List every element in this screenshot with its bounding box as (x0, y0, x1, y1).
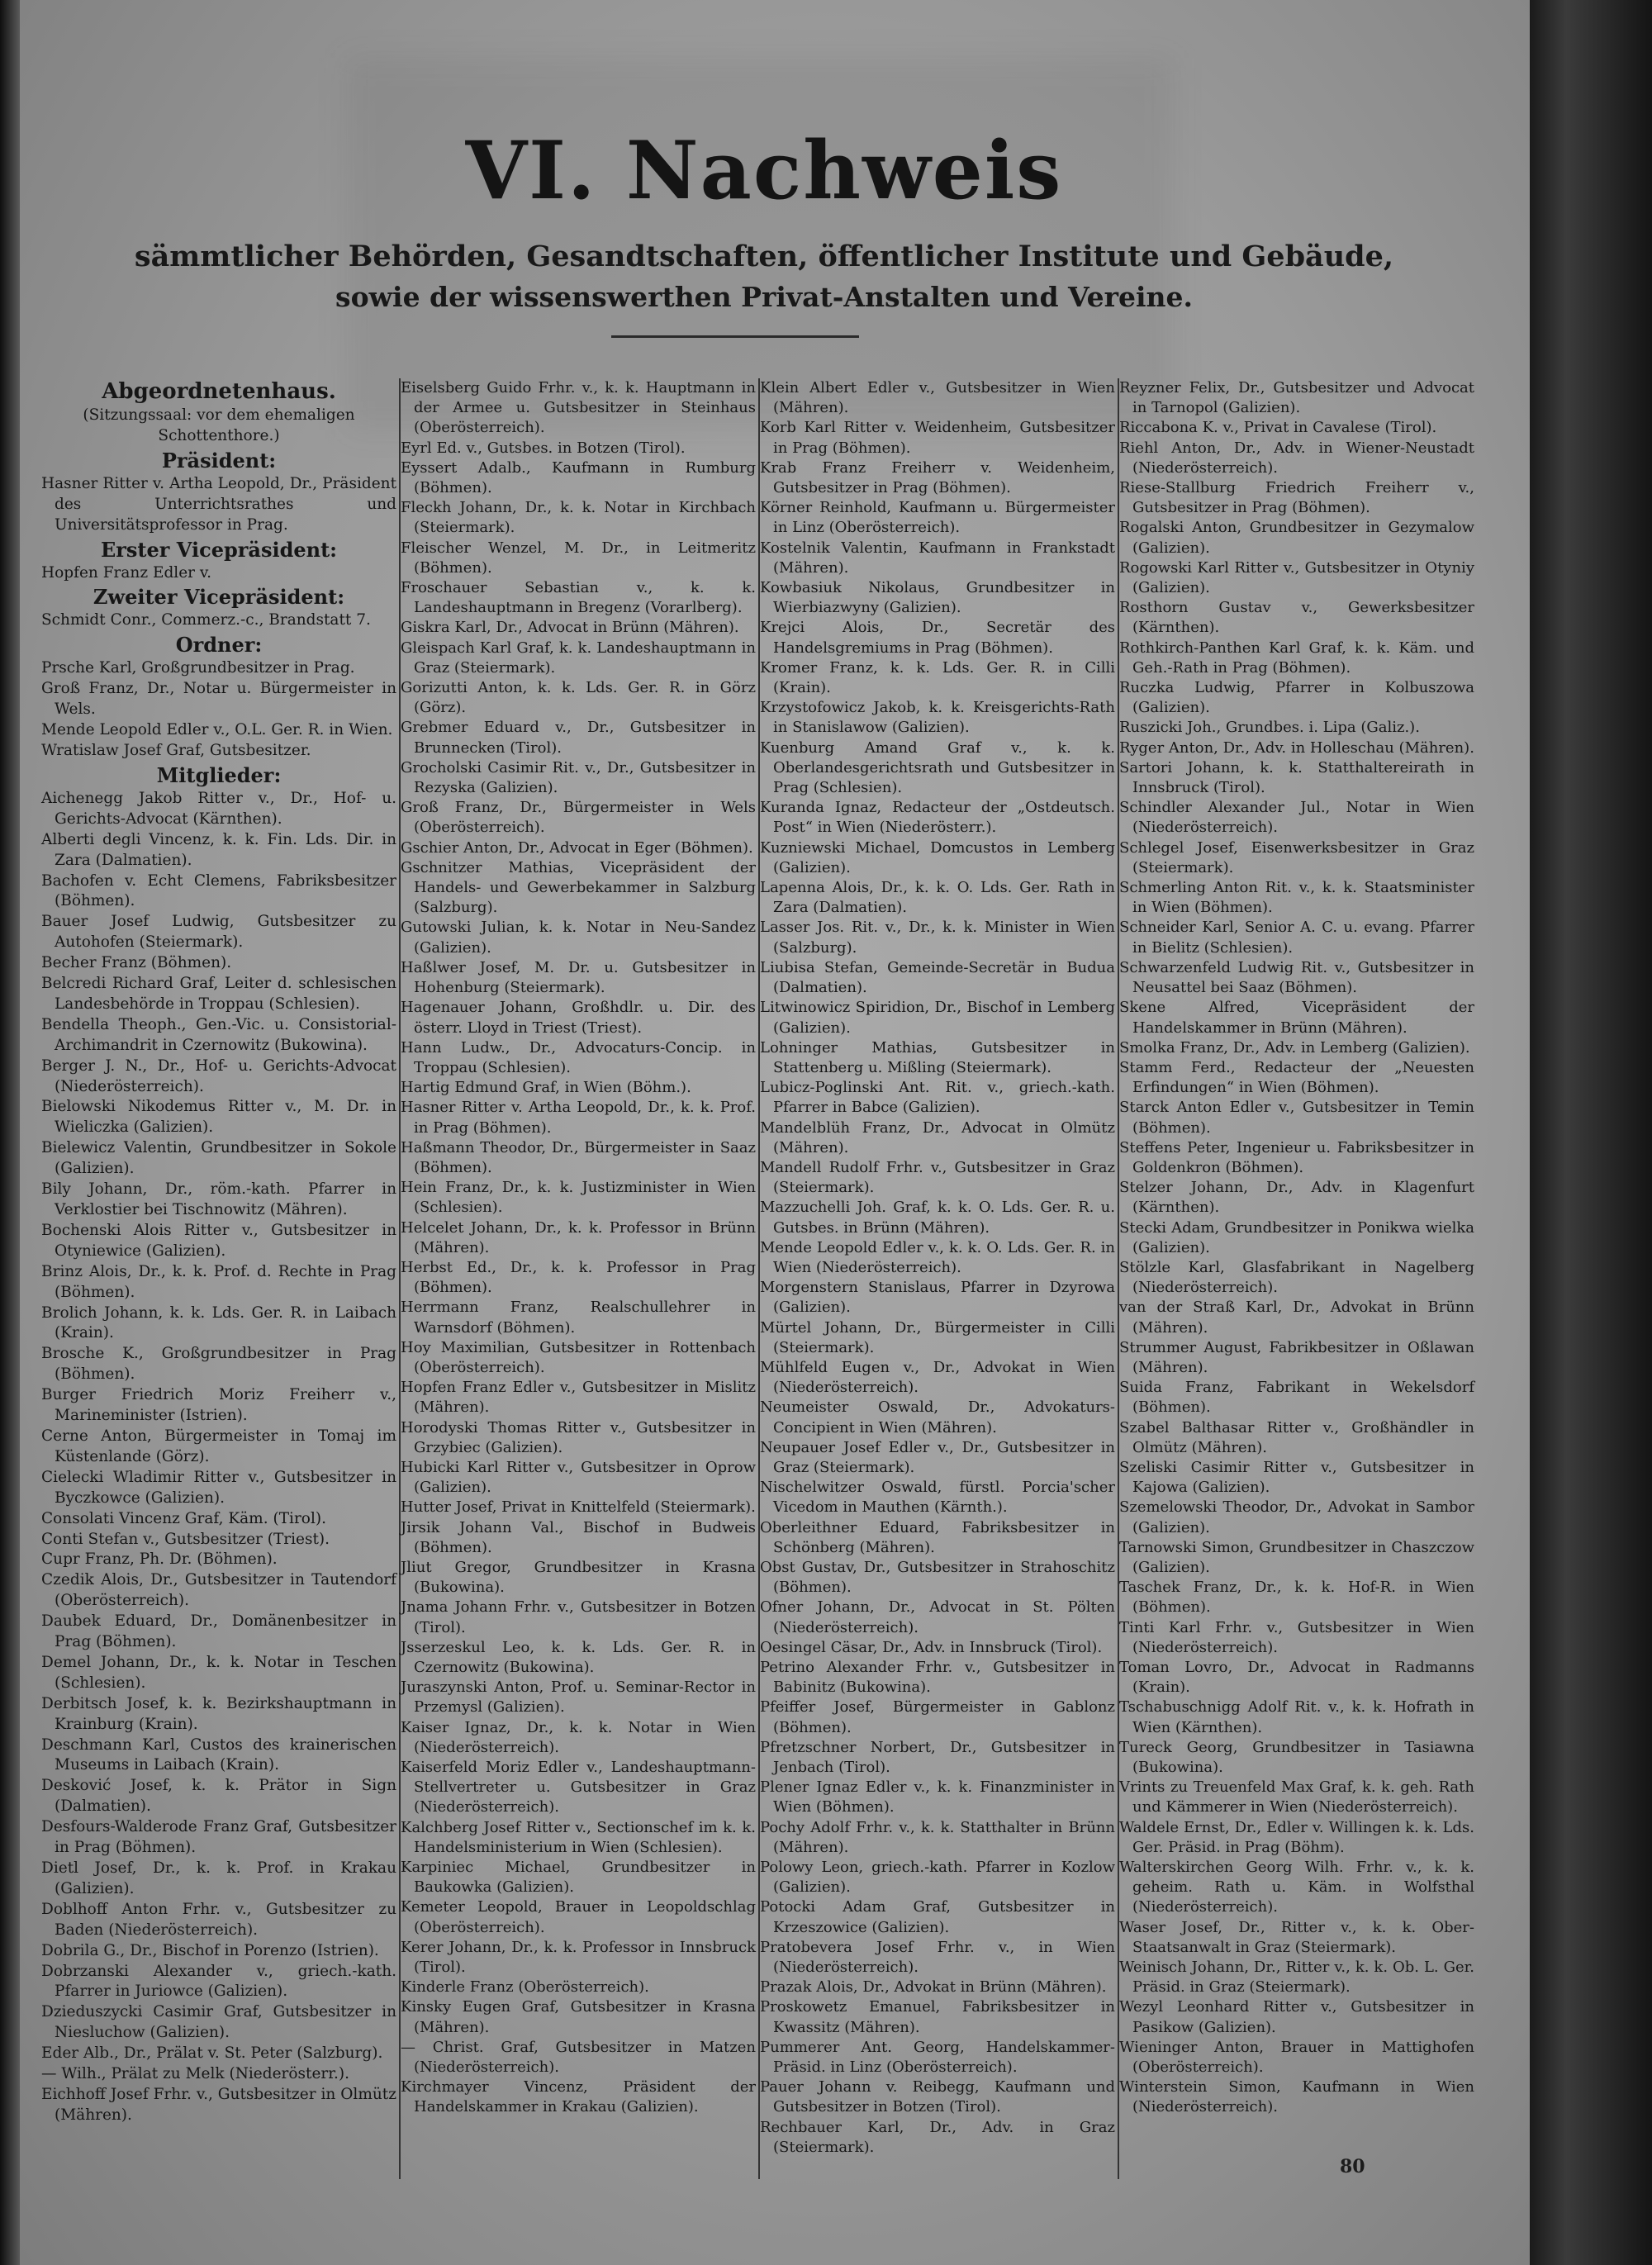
member-entry: Oesingel Cäsar, Dr., Adv. in Innsbruck (Tirol). (760, 1638, 1103, 1656)
member-entry: Ruczka Ludwig, Pfarrer in Kolbuszowa (Galizien). (1119, 679, 1474, 717)
member-entry: Rogowski Karl Ritter v., Gutsbesitzer in Otyniy (Galizien). (1119, 558, 1474, 597)
member-entry: Kemeter Leopold, Brauer in Leopoldschlag (Oberösterreich). (401, 1898, 756, 1936)
page-number: 80 (1340, 2156, 1365, 2177)
member-entry: Proskowetz Emanuel, Fabriksbesitzer in Kwassitz (Mähren). (760, 1998, 1115, 2036)
member-entry: Derbitsch Josef, k. k. Bezirkshauptmann in Krainburg (Krain). (41, 1694, 396, 1733)
member-entry: Juraszynski Anton, Prof. u. Seminar-Rector in Przemysl (Galizien). (401, 1679, 756, 1717)
member-entry: Bendella Theoph., Gen.-Vic. u. Consistorial-Archimandrit in Czernowitz (Bukowina). (41, 1015, 396, 1054)
member-entry: Weinisch Johann, Dr., Ritter v., k. k. Ob. L. Ger. Präsid. in Graz (Steiermark). (1119, 1959, 1474, 1997)
member-entry: Grocholski Casimir Rit. v., Dr., Gutsbesitzer in Rezyska (Galizien). (401, 758, 756, 797)
subtitle-line-2: sowie der wissenswerthen Privat-Anstalten und Vereine. (335, 281, 1193, 313)
member-entry: Kowbasiuk Nikolaus, Grundbesitzer in Wierbiazwyny (Galizien). (760, 579, 1115, 617)
member-entry: Eyrl Ed. v., Gutsbes. in Botzen (Tirol). (401, 439, 686, 457)
member-entry: Pfretzschner Norbert, Dr., Gutsbesitzer in Jenbach (Tirol). (760, 1738, 1115, 1777)
member-entry: Rechbauer Karl, Dr., Adv. in Graz (Steiermark). (760, 2118, 1115, 2156)
member-entry: Klein Albert Edler v., Gutsbesitzer in Wien (Mähren). (760, 379, 1115, 417)
member-entry: Waser Josef, Dr., Ritter v., k. k. Ober-Staatsanwalt in Graz (Steiermark). (1119, 1918, 1474, 1956)
member-entry: Gschier Anton, Dr., Advocat in Eger (Böhmen). (401, 838, 753, 857)
member-entry: Walterskirchen Georg Wilh. Frhr. v., k. k. geheim. Rath u. Käm. in Wolfsthal (Niederösterreich). (1119, 1859, 1474, 1916)
member-entry: Riehl Anton, Dr., Adv. in Wiener-Neustadt (Niederösterreich). (1119, 439, 1474, 477)
member-entry: Riccabona K. v., Privat in Cavalese (Tirol). (1119, 419, 1437, 437)
member-entry: — Christ. Graf, Gutsbesitzer in Matzen (Niederösterreich). (401, 2038, 756, 2077)
role-heading: Ordner: (175, 633, 263, 658)
member-entry: Hubicki Karl Ritter v., Gutsbesitzer in Oprow (Galizien). (401, 1458, 756, 1497)
member-entry: Schmidt Conr., Commerz.-c., Brandstatt 7. (41, 611, 371, 629)
member-entry: Rogalski Anton, Grundbesitzer in Gezymalow (Galizien). (1119, 519, 1474, 557)
member-entry: Mühlfeld Eugen v., Dr., Advokat in Wien (Niederösterreich). (760, 1358, 1115, 1397)
member-entry: Fleischer Wenzel, M. Dr., in Leitmeritz (Böhmen). (401, 539, 756, 577)
section-heading: Abgeordnetenhaus. (102, 379, 336, 404)
member-entry: Desfours-Walderode Franz Graf, Gutsbesitzer in Prag (Böhmen). (41, 1818, 396, 1857)
member-entry: Jnama Johann Frhr. v., Gutsbesitzer in Botzen (Tirol). (401, 1598, 756, 1636)
member-entry: Kinsky Eugen Graf, Gutsbesitzer in Krasna (Mähren). (401, 1998, 756, 2036)
column-1 (41, 378, 396, 2179)
member-entry: Mende Leopold Edler v., k. k. O. Lds. Ger. R. in Wien (Niederösterreich). (760, 1238, 1115, 1276)
member-entry: Aichenegg Jakob Ritter v., Dr., Hof- u. Gerichts-Advocat (Kärnthen). (41, 789, 396, 828)
column-2 (401, 378, 756, 2179)
title-rule (611, 335, 859, 338)
member-entry: Doblhoff Anton Frhr. v., Gutsbesitzer zu Baden (Niederösterreich). (41, 1900, 396, 1939)
member-entry: Oberleithner Eduard, Fabriksbesitzer in Schönberg (Mähren). (760, 1518, 1115, 1556)
member-entry: Hoy Maximilian, Gutsbesitzer in Rottenbach (Oberösterreich). (401, 1338, 756, 1376)
member-entry: Horodyski Thomas Ritter v., Gutsbesitzer in Grzybiec (Galizien). (401, 1418, 756, 1456)
member-entry: Froschauer Sebastian v., k. k. Landeshauptmann in Bregenz (Vorarlberg). (401, 579, 756, 617)
member-entry: Groß Franz, Dr., Notar u. Bürgermeister in Wels. (41, 680, 396, 719)
member-entry: Neupauer Josef Edler v., Dr., Gutsbesitzer in Graz (Steiermark). (760, 1438, 1115, 1476)
member-entry: Waldele Ernst, Dr., Edler v. Willingen k. k. Lds. Ger. Präsid. in Prag (Böhm). (1119, 1818, 1474, 1856)
member-entry: Polowy Leon, griech.-kath. Pfarrer in Kozlow (Galizien). (760, 1859, 1115, 1897)
member-entry: Starck Anton Edler v., Gutsbesitzer in Temin (Böhmen). (1119, 1099, 1474, 1137)
member-entry: Cupr Franz, Ph. Dr. (Böhmen). (41, 1550, 278, 1569)
member-entry: Bielewicz Valentin, Grundbesitzer in Sokole (Galizien). (41, 1139, 396, 1178)
member-entry: Helcelet Johann, Dr., k. k. Professor in Brünn (Mähren). (401, 1218, 756, 1256)
member-entry: Kromer Franz, k. k. Lds. Ger. R. in Cilli (Krain). (760, 658, 1115, 697)
role-heading: Mitglieder: (156, 762, 282, 787)
member-entry: Hutter Josef, Privat in Knittelfeld (Steiermark). (401, 1498, 756, 1517)
member-entry: Potocki Adam Graf, Gutsbesitzer in Krzeszowice (Galizien). (760, 1898, 1115, 1936)
member-entry: Czedik Alois, Dr., Gutsbesitzer in Tautendorf (Oberösterreich). (41, 1571, 396, 1610)
member-entry: Suida Franz, Fabrikant in Wekelsdorf (Böhmen). (1119, 1379, 1474, 1417)
member-entry: Litwinowicz Spiridion, Dr., Bischof in Lemberg (Galizien). (760, 999, 1115, 1037)
member-entry: Belcredi Richard Graf, Leiter d. schlesischen Landesbehörde in Troppau (Schlesien). (41, 975, 396, 1013)
member-entry: Dietl Josef, Dr., k. k. Prof. in Krakau (Galizien). (41, 1859, 396, 1897)
member-entry: Körner Reinhold, Kaufmann u. Bürgermeister in Linz (Oberösterreich). (760, 499, 1115, 537)
member-entry: Herrmann Franz, Realschullehrer in Warnsdorf (Böhmen). (401, 1299, 756, 1337)
member-entry: Hopfen Franz Edler v., Gutsbesitzer in Mislitz (Mähren). (401, 1379, 756, 1417)
member-entry: Hein Franz, Dr., k. k. Justizminister in Wien (Schlesien). (401, 1179, 756, 1217)
member-entry: Eyssert Adalb., Kaufmann in Rumburg (Böhmen). (401, 458, 756, 497)
member-entry: Toman Lovro, Dr., Advocat in Radmanns (Krain). (1119, 1659, 1474, 1697)
member-entry: Cielecki Wladimir Ritter v., Gutsbesitzer in Byczkowce (Galizien). (41, 1468, 396, 1507)
member-entry: Ofner Johann, Dr., Advocat in St. Pölten (Niederösterreich). (760, 1598, 1115, 1636)
member-entry: Stölzle Karl, Glasfabrikant in Nagelberg (Niederösterreich). (1119, 1258, 1474, 1297)
member-entry: Pfeiffer Josef, Bürgermeister in Gablonz (Böhmen). (760, 1698, 1115, 1736)
member-entry: Petrino Alexander Frhr. v., Gutsbesitzer in Babinitz (Bukowina). (760, 1659, 1115, 1697)
member-entry: Bauer Josef Ludwig, Gutsbesitzer zu Autohofen (Steiermark). (41, 913, 396, 952)
member-entry: Stamm Ferd., Redacteur der „Neuesten Erfindungen“ in Wien (Böhmen). (1119, 1058, 1474, 1097)
member-entry: Kuzniewski Michael, Domcustos in Lemberg (Galizien). (760, 838, 1115, 876)
member-entry: Lapenna Alois, Dr., k. k. O. Lds. Ger. Rath in Zara (Dalmatien). (760, 879, 1115, 917)
member-entry: Dobrila G., Dr., Bischof in Porenzo (Istrien). (41, 1941, 379, 1959)
member-entry: Groß Franz, Dr., Bürgermeister in Wels (Oberösterreich). (401, 799, 756, 837)
member-entry: Eichhoff Josef Frhr. v., Gutsbesitzer in Olmütz (Mähren). (41, 2085, 396, 2124)
member-entry: Schneider Karl, Senior A. C. u. evang. Pfarrer in Bielitz (Schlesien). (1119, 919, 1474, 957)
member-entry: Korb Karl Ritter v. Weidenheim, Gutsbesitzer in Prag (Böhmen). (760, 419, 1115, 457)
member-entry: Bochenski Alois Ritter v., Gutsbesitzer in Otyniewice (Galizien). (41, 1221, 396, 1260)
member-entry: Bielowski Nikodemus Ritter v., M. Dr. in Wieliczka (Galizien). (41, 1098, 396, 1137)
member-entry: Jliut Gregor, Grundbesitzer in Krasna (Bukowina). (401, 1558, 756, 1597)
member-entry: Brolich Johann, k. k. Lds. Ger. R. in Laibach (Krain). (41, 1303, 396, 1342)
member-entry: Gorizutti Anton, k. k. Lds. Ger. R. in Görz (Görz). (401, 679, 756, 717)
member-entry: Krejci Alois, Dr., Secretär des Handelsgremiums in Prag (Böhmen). (760, 619, 1115, 657)
section-note: (Sitzungssaal: vor dem ehemaligen Schottenthore.) (83, 406, 355, 444)
member-entry: Schlegel Josef, Eisenwerksbesitzer in Graz (Steiermark). (1119, 838, 1474, 876)
member-entry: Kostelnik Valentin, Kaufmann in Frankstadt (Mähren). (760, 539, 1115, 577)
member-entry: Vrints zu Treuenfeld Max Graf, k. k. geh. Rath und Kämmerer in Wien (Niederösterreich). (1119, 1778, 1474, 1816)
member-entry: Hagenauer Johann, Großhdlr. u. Dir. des österr. Lloyd in Triest (Triest). (401, 999, 756, 1037)
member-entry: Hasner Ritter v. Artha Leopold, Dr., k. k. Prof. in Prag (Böhmen). (401, 1099, 756, 1137)
member-entry: Pummerer Ant. Georg, Handelskammer-Präsid. in Linz (Oberösterreich). (760, 2038, 1115, 2077)
column-4 (1119, 378, 1474, 2179)
member-entry: Mazzuchelli Joh. Graf, k. k. O. Lds. Ger. R. u. Gutsbes. in Brünn (Mähren). (760, 1199, 1115, 1237)
member-entry: Stecki Adam, Grundbesitzer in Ponikwa wielka (Galizien). (1119, 1218, 1474, 1256)
member-entry: Consolati Vincenz Graf, Käm. (Tirol). (41, 1509, 326, 1527)
member-entry: Deschmann Karl, Custos des krainerischen Museums in Laibach (Krain). (41, 1736, 396, 1774)
role-heading: Erster Vicepräsident: (100, 537, 338, 562)
member-entry: Prazak Alois, Dr., Advokat in Brünn (Mähren). (760, 1978, 1107, 1997)
member-entry: Berger J. N., Dr., Hof- u. Gerichts-Advocat (Niederösterreich). (41, 1057, 396, 1095)
member-entry: Steffens Peter, Ingenieur u. Fabriksbesitzer in Goldenkron (Böhmen). (1119, 1138, 1474, 1176)
member-entry: Becher Franz (Böhmen). (41, 954, 232, 972)
member-entry: Krab Franz Freiherr v. Weidenheim, Gutsbesitzer in Prag (Böhmen). (760, 458, 1115, 497)
member-entry: Hopfen Franz Edler v. (41, 563, 212, 582)
member-entry: Mende Leopold Edler v., O.L. Ger. R. in Wien. (41, 721, 393, 739)
member-entry: Neumeister Oswald, Dr., Advokaturs-Concipient in Wien (Mähren). (760, 1398, 1115, 1436)
member-entry: Desković Josef, k. k. Prätor in Sign (Dalmatien). (41, 1777, 396, 1816)
member-entry: Schmerling Anton Rit. v., k. k. Staatsminister in Wien (Böhmen). (1119, 879, 1474, 917)
member-entry: Eiselsberg Guido Frhr. v., k. k. Hauptmann in der Armee u. Gutsbesitzer in Steinhaus (Oberösterreich). (401, 379, 756, 437)
member-entry: Brinz Alois, Dr., k. k. Prof. d. Rechte in Prag (Böhmen). (41, 1262, 396, 1301)
member-entry: Pauer Johann v. Reibegg, Kaufmann und Gutsbesitzer in Botzen (Tirol). (760, 2078, 1115, 2116)
member-entry: Karpiniec Michael, Grundbesitzer in Baukowka (Galizien). (401, 1859, 756, 1897)
member-entry: Kirchmayer Vincenz, Präsident der Handelskammer in Krakau (Galizien). (401, 2078, 756, 2116)
member-entry: Jsserzeskul Leo, k. k. Lds. Ger. R. in Czernowitz (Bukowina). (401, 1638, 756, 1676)
member-entry: Hartig Edmund Graf, in Wien (Böhm.). (401, 1079, 691, 1097)
member-entry: Kerer Johann, Dr., k. k. Professor in Innsbruck (Tirol). (401, 1938, 756, 1977)
member-entry: Kuenburg Amand Graf v., k. k. Oberlandesgerichtsrath und Gutsbesitzer in Prag (Schlesien). (760, 738, 1115, 797)
member-entry: Skene Alfred, Vicepräsident der Handelskammer in Brünn (Mähren). (1119, 999, 1474, 1037)
member-entry: Schindler Alexander Jul., Notar in Wien (Niederösterreich). (1119, 799, 1474, 837)
member-entry: Tinti Karl Frhr. v., Gutsbesitzer in Wien (Niederösterreich). (1119, 1618, 1474, 1656)
member-entry: Gutowski Julian, k. k. Notar in Neu-Sandez (Galizien). (401, 919, 756, 957)
member-entry: Giskra Karl, Dr., Advocat in Brünn (Mähren). (401, 619, 739, 637)
member-entry: Tschabuschnigg Adolf Rit. v., k. k. Hofrath in Wien (Kärnthen). (1119, 1698, 1474, 1736)
member-entry: Tureck Georg, Grundbesitzer in Tasiawna (Bukowina). (1119, 1738, 1474, 1777)
member-entry: Strummer August, Fabrikbesitzer in Oßlawan (Mähren). (1119, 1338, 1474, 1376)
member-entry: Brosche K., Großgrundbesitzer in Prag (Böhmen). (41, 1345, 396, 1384)
member-entry: Bily Johann, Dr., röm.-kath. Pfarrer in Verklostier bei Tischnowitz (Mähren). (41, 1180, 396, 1218)
member-entry: Daubek Eduard, Dr., Domänenbesitzer in Prag (Böhmen). (41, 1612, 396, 1651)
member-entry: Grebmer Eduard v., Dr., Gutsbesitzer in Brunnecken (Tirol). (401, 719, 756, 757)
member-entry: Krzystofowicz Jakob, k. k. Kreisgerichts-Rath in Stanislawow (Galizien). (760, 699, 1115, 737)
member-entry: Riese-Stallburg Friedrich Freiherr v., Gutsbesitzer in Prag (Böhmen). (1119, 479, 1474, 517)
member-entry: Szabel Balthasar Ritter v., Großhändler in Olmütz (Mähren). (1119, 1418, 1474, 1456)
member-entry: Alberti degli Vincenz, k. k. Fin. Lds. Dir. in Zara (Dalmatien). (41, 830, 396, 869)
member-entry: Fleckh Johann, Dr., k. k. Notar in Kirchbach (Steiermark). (401, 499, 756, 537)
column-3 (760, 378, 1115, 2179)
member-entry: Schwarzenfeld Ludwig Rit. v., Gutsbesitzer in Neusattel bei Saaz (Böhmen). (1119, 958, 1474, 997)
member-entry: Bachofen v. Echt Clemens, Fabriksbesitzer (Böhmen). (41, 871, 396, 910)
member-entry: Rothkirch-Panthen Karl Graf, k. k. Käm. und Geh.-Rath in Prag (Böhmen). (1119, 639, 1474, 677)
subtitle-line-1: sämmtlicher Behörden, Gesandtschaften, öffentlicher Institute und Gebäude, (134, 240, 1394, 273)
member-entry: — Wilh., Prälat zu Melk (Niederösterr.). (41, 2065, 350, 2083)
member-entry: Kinderle Franz (Oberösterreich). (401, 1978, 649, 1997)
member-entry: Obst Gustav, Dr., Gutsbesitzer in Strahoschitz (Böhmen). (760, 1558, 1115, 1597)
member-entry: Eder Alb., Dr., Prälat v. St. Peter (Salzburg). (41, 2044, 383, 2063)
member-entry: Kaiser Ignaz, Dr., k. k. Notar in Wien (Niederösterreich). (401, 1718, 756, 1756)
page (25, 0, 1503, 2265)
member-entry: Pochy Adolf Frhr. v., k. k. Statthalter in Brünn (Mähren). (760, 1818, 1115, 1856)
member-entry: Lohninger Mathias, Gutsbesitzer in Stattenberg u. Mißling (Steiermark). (760, 1038, 1115, 1076)
member-entry: Lubicz-Poglinski Ant. Rit. v., griech.-kath. Pfarrer in Babce (Galizien). (760, 1079, 1115, 1117)
member-entry: Demel Johann, Dr., k. k. Notar in Teschen (Schlesien). (41, 1653, 396, 1692)
member-entry: Reyzner Felix, Dr., Gutsbesitzer und Advocat in Tarnopol (Galizien). (1119, 379, 1474, 417)
member-entry: Sartori Johann, k. k. Statthaltereirath in Innsbruck (Tirol). (1119, 758, 1474, 797)
role-heading: Präsident: (161, 448, 277, 472)
member-entry: Hasner Ritter v. Artha Leopold, Dr., Präsident des Unterrichtsrathes und Universitätsprofessor in Prag. (41, 474, 396, 534)
member-entry: Taschek Franz, Dr., k. k. Hof-R. in Wien (Böhmen). (1119, 1579, 1474, 1617)
member-entry: Gleispach Karl Graf, k. k. Landeshauptmann in Graz (Steiermark). (401, 639, 756, 677)
member-entry: Wieninger Anton, Brauer in Mattighofen (Oberösterreich). (1119, 2038, 1474, 2077)
member-entry: van der Straß Karl, Dr., Advokat in Brünn (Mähren). (1119, 1299, 1474, 1337)
member-entry: Jirsik Johann Val., Bischof in Budweis (Böhmen). (401, 1518, 756, 1556)
member-entry: Stelzer Johann, Dr., Adv. in Klagenfurt (Kärnthen). (1119, 1179, 1474, 1217)
member-entry: Morgenstern Stanislaus, Pfarrer in Dzyrowa (Galizien). (760, 1279, 1115, 1317)
member-entry: Hann Ludw., Dr., Advocaturs-Concip. in Troppau (Schlesien). (401, 1038, 756, 1076)
member-entry: Herbst Ed., Dr., k. k. Professor in Prag (Böhmen). (401, 1258, 756, 1297)
role-heading: Zweiter Vicepräsident: (93, 585, 345, 610)
member-entry: Szeliski Casimir Ritter v., Gutsbesitzer in Kajowa (Galizien). (1119, 1458, 1474, 1497)
member-entry: Haßmann Theodor, Dr., Bürgermeister in Saaz (Böhmen). (401, 1138, 756, 1176)
member-entry: Winterstein Simon, Kaufmann in Wien (Niederösterreich). (1119, 2078, 1474, 2116)
member-entry: Szemelowski Theodor, Dr., Advokat in Sambor (Galizien). (1119, 1498, 1474, 1536)
member-entry: Lasser Jos. Rit. v., Dr., k. k. Minister in Wien (Salzburg). (760, 919, 1115, 957)
member-entry: Kaiserfeld Moriz Edler v., Landeshauptmann-Stellvertreter u. Gutsbesitzer in Graz (Niederösterreich). (401, 1759, 756, 1816)
member-entry: Nischelwitzer Oswald, fürstl. Porcia'scher Vicedom in Mauthen (Kärnth.). (760, 1479, 1115, 1517)
member-entry: Tarnowski Simon, Grundbesitzer in Chaszczow (Galizien). (1119, 1538, 1474, 1576)
member-entry: Pratobevera Josef Frhr. v., in Wien (Niederösterreich). (760, 1938, 1115, 1977)
member-entry: Mandell Rudolf Frhr. v., Gutsbesitzer in Graz (Steiermark). (760, 1158, 1115, 1197)
member-entry: Haßlwer Josef, M. Dr. u. Gutsbesitzer in Hohenburg (Steiermark). (401, 958, 756, 997)
member-entry: Ruszicki Joh., Grundbes. i. Lipa (Galiz.). (1119, 719, 1420, 737)
member-entry: Kalchberg Josef Ritter v., Sectionschef im k. k. Handelsministerium in Wien (Schlesien). (401, 1818, 756, 1856)
member-entry: Dzieduszycki Casimir Graf, Gutsbesitzer in Niesluchow (Galizien). (41, 2003, 396, 2042)
member-entry: Ryger Anton, Dr., Adv. in Holleschau (Mähren). (1119, 738, 1474, 757)
member-entry: Burger Friedrich Moriz Freiherr v., Marineminister (Istrien). (41, 1386, 396, 1425)
member-entry: Rosthorn Gustav v., Gewerksbesitzer (Kärnthen). (1119, 599, 1474, 637)
member-entry: Gschnitzer Mathias, Vicepräsident der Handels- und Gewerbekammer in Salzburg (Salzburg). (401, 858, 756, 917)
member-entry: Liubisa Stefan, Gemeinde-Secretär in Budua (Dalmatien). (760, 958, 1115, 997)
book-spine-shadow (0, 0, 20, 2265)
member-entry: Plener Ignaz Edler v., k. k. Finanzminister in Wien (Böhmen). (760, 1778, 1115, 1816)
member-entry: Mandelblüh Franz, Dr., Advocat in Olmütz (Mähren). (760, 1118, 1115, 1156)
member-entry: Wezyl Leonhard Ritter v., Gutsbesitzer in Pasikow (Galizien). (1119, 1998, 1474, 2036)
member-entry: Conti Stefan v., Gutsbesitzer (Triest). (41, 1530, 330, 1548)
member-entry: Mürtel Johann, Dr., Bürgermeister in Cilli (Steiermark). (760, 1318, 1115, 1356)
member-entry: Smolka Franz, Dr., Adv. in Lemberg (Galizien). (1119, 1038, 1470, 1057)
member-entry: Dobrzanski Alexander v., griech.-kath. Pfarrer in Juriowce (Galizien). (41, 1962, 396, 2001)
page-edge-right (1530, 0, 1652, 2265)
member-entry: Wratislaw Josef Graf, Gutsbesitzer. (41, 741, 311, 759)
member-entry: Kuranda Ignaz, Redacteur der „Ostdeutsch. Post“ in Wien (Niederösterr.). (760, 799, 1115, 837)
member-entry: Cerne Anton, Bürgermeister in Tomaj im Küstenlande (Görz). (41, 1427, 396, 1465)
member-entry: Prsche Karl, Großgrundbesitzer in Prag. (41, 659, 355, 677)
page-title: VI. Nachweis (465, 124, 1063, 217)
